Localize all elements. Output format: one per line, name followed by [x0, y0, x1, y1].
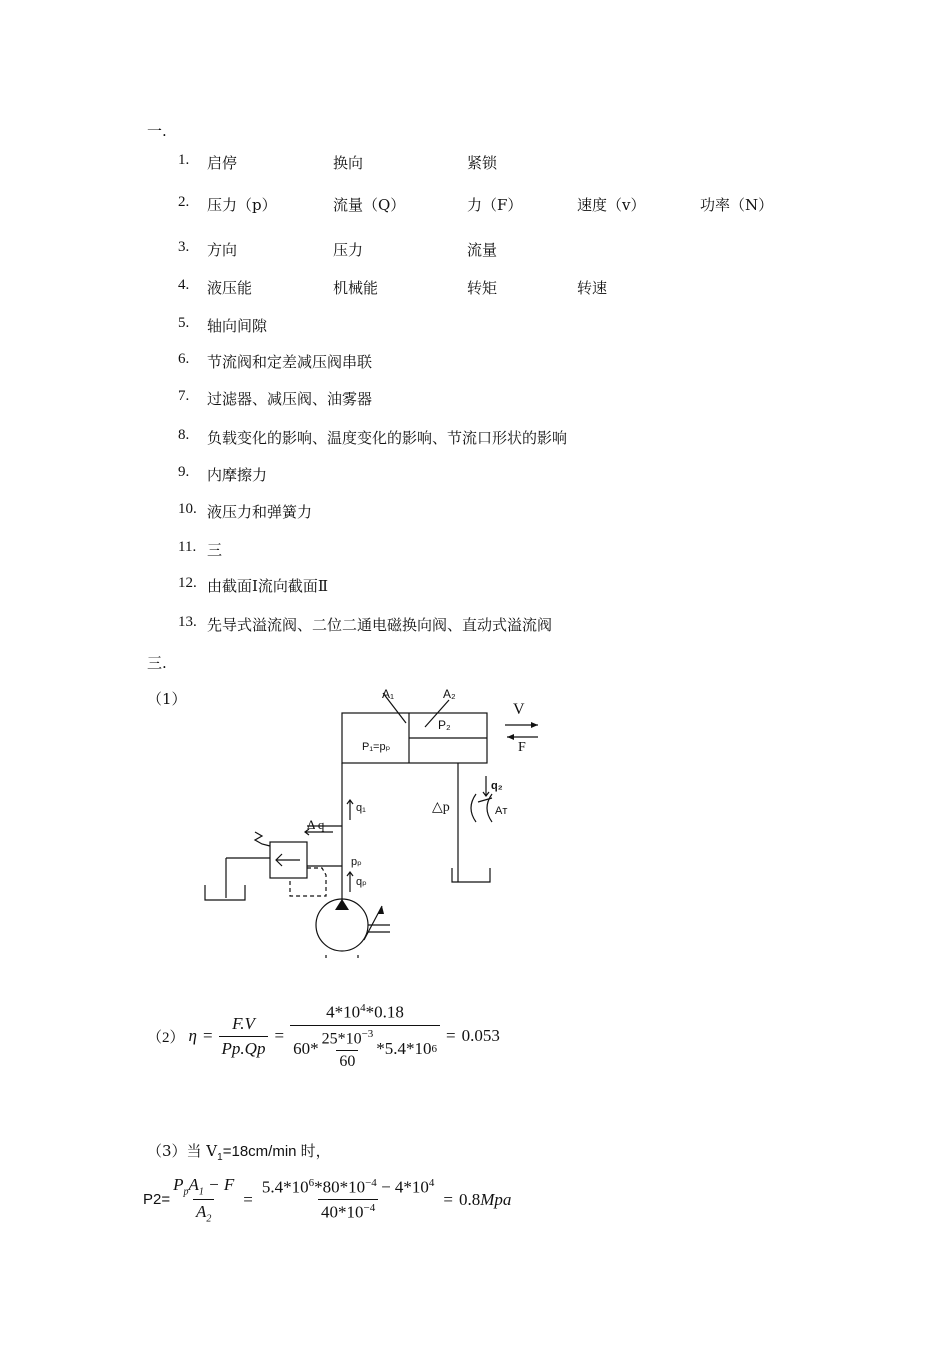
part-2-label: （2）	[147, 1029, 185, 1046]
answer-text: 三	[207, 541, 223, 559]
part-3-label: （3）当 $V_1=18cm/\min$ 时，	[147, 1142, 331, 1163]
label-delta-q: Δ q	[307, 817, 325, 832]
pump-triangle	[335, 899, 349, 910]
efficiency-result: 0.053	[461, 1026, 500, 1046]
pressure-equation: P2= $\frac{P_pA_1 - F}{A_2}$ = $\frac{5.4*10^6*80*10^{-4} - 4*10^4}{40*10^{-4}}$ = 0.8Mpa	[143, 1175, 512, 1225]
answer-text: 方向	[207, 241, 238, 259]
label-pp: pₚ	[351, 856, 362, 868]
answer-text: 功率（N）	[700, 196, 774, 214]
answer-text: 流量（Q）	[333, 196, 406, 214]
item-number: 7.	[178, 388, 190, 404]
fraction-numeric-pressure: $\frac{5.4*10^6*80*10^{-4} - 4*10^4}{40*10^{-4}}$	[261, 1176, 435, 1223]
efficiency-equation: （2） η = $\frac{F.V}{Pp.Qp}$ = $4*10^4*0.18$ 60* $\frac{25*10^{-3}}{60}$ *5.4*10 6 = 0.053	[147, 1002, 500, 1070]
fraction-ppa1-minus-f-over-a2: $\frac{P_pA_1 - F}{A_2}$	[173, 1175, 235, 1225]
answer-text: 速度（v）	[577, 196, 646, 214]
section-heading-1: 一.	[147, 122, 167, 140]
label-at: Aᴛ	[495, 805, 508, 817]
label-q1: q₁	[356, 802, 366, 814]
item-number: 4.	[178, 277, 190, 293]
item-number: 3.	[178, 239, 190, 255]
throttle-left-arc	[471, 794, 476, 822]
item-number: 2.	[178, 194, 190, 210]
answer-text: 转矩	[467, 279, 498, 297]
label-p2: P₂	[438, 718, 451, 732]
answer-text: 液压能	[207, 279, 253, 297]
item-number: 1.	[178, 152, 190, 168]
label-v: V	[513, 701, 525, 718]
label-a1: A₁	[382, 687, 395, 701]
section-heading-3: 三.	[147, 654, 167, 672]
item-number: 13.	[178, 614, 197, 630]
answer-text: 压力（p）	[207, 196, 277, 214]
spring-symbol	[255, 832, 270, 846]
answer-text: 转速	[577, 279, 608, 297]
item-number: 9.	[178, 464, 190, 480]
answer-text: 节流阀和定差减压阀串联	[207, 353, 373, 371]
label-q2: q₂	[491, 780, 503, 792]
item-number: 11.	[178, 539, 197, 555]
answer-text: 过滤器、减压阀、油雾器	[207, 390, 373, 408]
answer-text: 负载变化的影响、温度变化的影响、节流口形状的影响	[207, 429, 568, 447]
answer-text: 内摩擦力	[207, 466, 268, 484]
label-qp: qₚ	[356, 876, 367, 888]
label-delta-p: △p	[432, 800, 450, 815]
tank-left	[205, 885, 245, 900]
item-number: 12.	[178, 575, 197, 591]
item-number: 5.	[178, 315, 190, 331]
answer-text: 启停	[207, 154, 238, 172]
pressure-result: 0.8Mpa	[459, 1189, 512, 1209]
part-1-label: （1）	[147, 690, 187, 708]
label-f: F	[518, 740, 526, 755]
answer-text: 换向	[333, 154, 364, 172]
answer-text: 机械能	[333, 279, 379, 297]
answer-text: 力（F）	[467, 196, 523, 214]
answer-text: 液压力和弹簧力	[207, 503, 313, 521]
pilot-line	[290, 868, 326, 896]
item-number: 6.	[178, 351, 190, 367]
fraction-fv-over-ppqp: $\frac{F.V}{Pp.Qp}$	[219, 1014, 269, 1059]
label-p1-equals-pp: P₁=pₚ	[362, 741, 391, 753]
fraction-numeric: $4*10^4*0.18$ 60* $\frac{25*10^{-3}}{60}$ *5.4*10 6	[290, 1002, 440, 1071]
item-number: 10.	[178, 501, 197, 517]
answer-text: 轴向间隙	[207, 317, 268, 335]
answer-text: 先导式溢流阀、二位二通电磁换向阀、直动式溢流阀	[207, 616, 553, 634]
answer-text: 由截面Ⅰ流向截面Ⅱ	[207, 577, 329, 595]
answer-text: 压力	[333, 241, 364, 259]
answer-text: 流量	[467, 241, 498, 259]
item-number: 8.	[178, 427, 190, 443]
label-a2: A₂	[443, 687, 456, 701]
answer-text: 紧锁	[467, 154, 498, 172]
